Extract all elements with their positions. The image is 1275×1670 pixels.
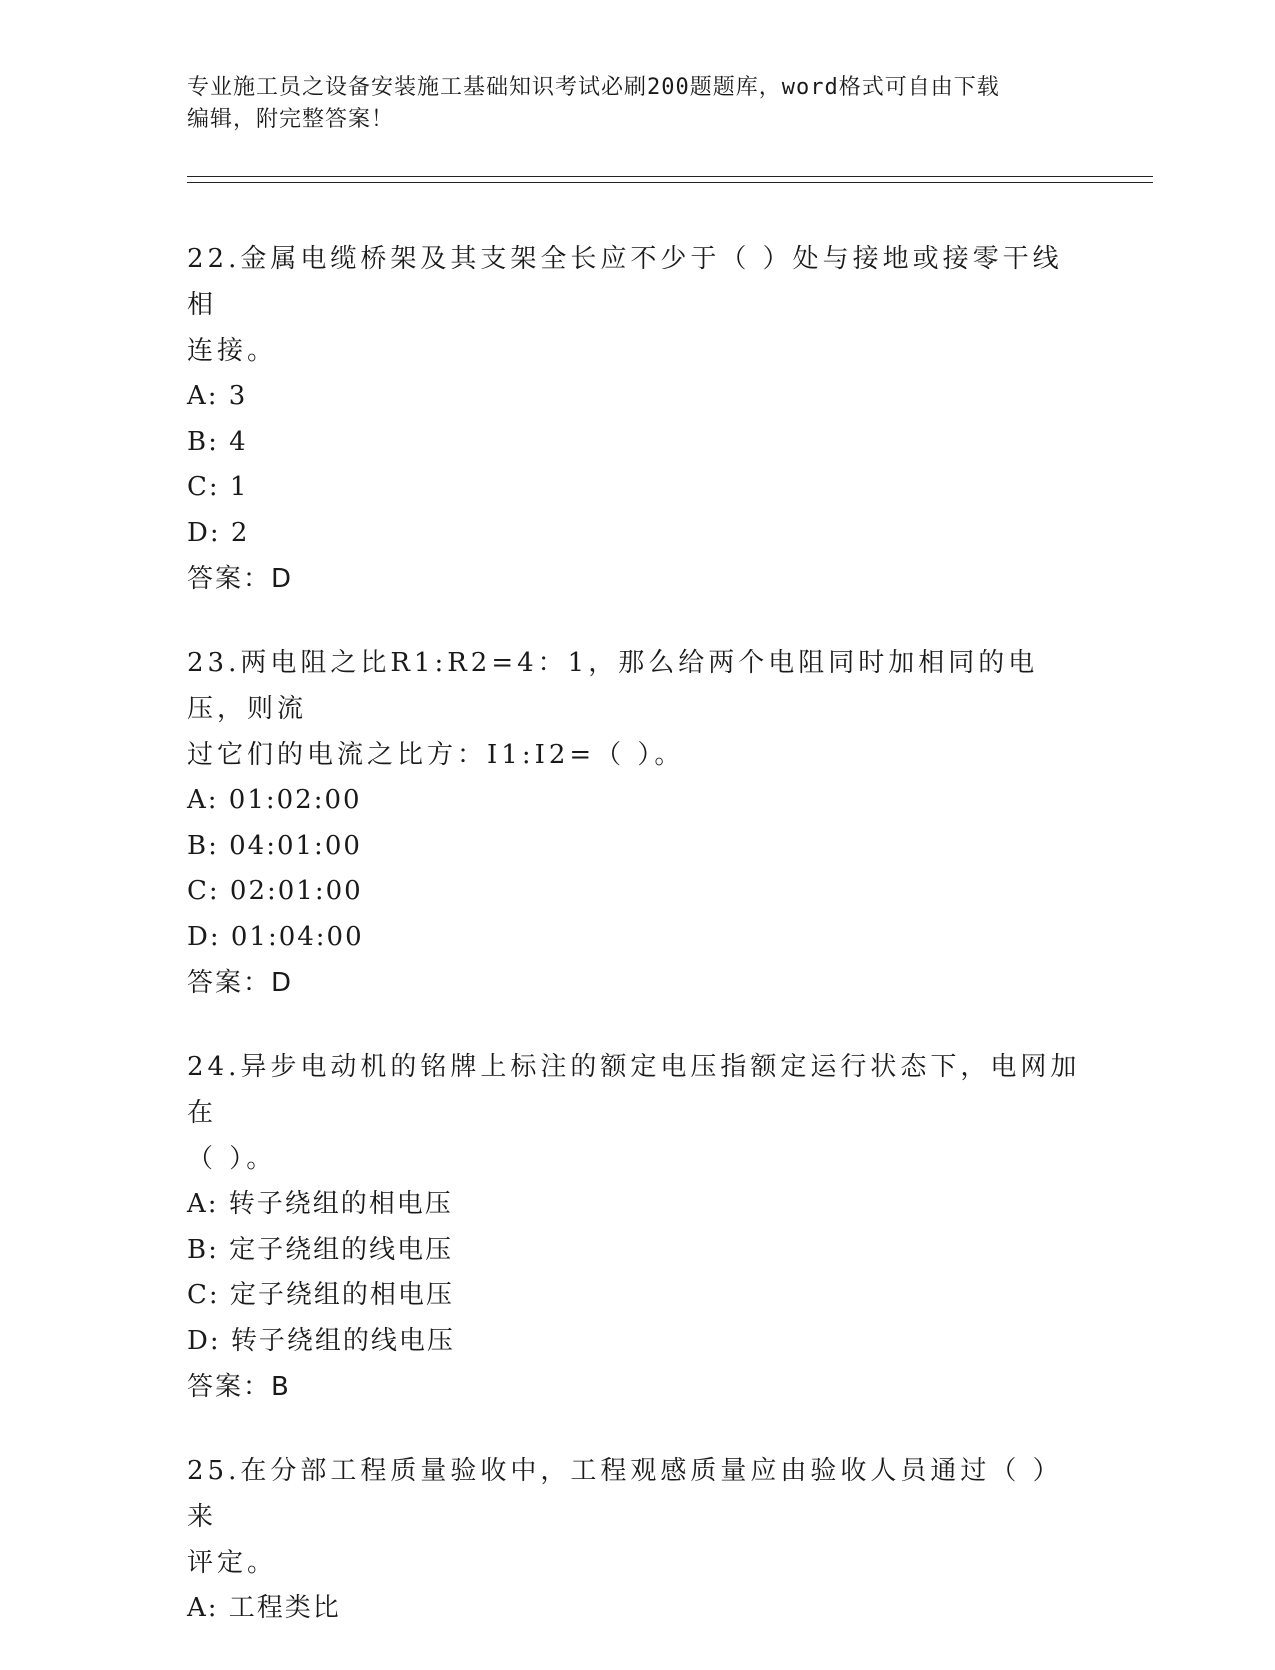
question-25 [187,1448,1087,1632]
option-a: A: 工程类比 [187,1593,341,1623]
option-a: A: 01:02:00 [187,785,362,815]
question-22 [187,236,1087,602]
option-a: A: 3 [187,381,248,411]
question-stem-line-1: 23.两电阻之比R1:R2=4：1，那么给两个电阻同时加相同的电压，则流 [187,648,1039,724]
question-list [187,236,1087,1670]
option-c: C: 1 [187,472,249,502]
header-divider-top [187,176,1153,177]
option-a: A: 转子绕组的相电压 [187,1189,453,1219]
document-header [187,72,1077,136]
option-d: D: 01:04:00 [187,921,364,952]
option-b: B: 04:01:00 [187,830,362,861]
question-stem-line-1: 25.在分部工程质量验收中，工程观感质量应由验收人员通过（ ）来 [187,1456,1063,1532]
option-d: D: 转子绕组的线电压 [187,1325,455,1356]
answer-line: 答案：B [187,1372,291,1402]
question-stem-line-1: 22.金属电缆桥架及其支架全长应不少于（ ）处与接地或接零干线相 [187,244,1063,320]
option-d: D: 2 [187,517,250,548]
header-title-line-1: 专业施工员之设备安装施工基础知识考试必刷200题题库，word格式可自由下载 [187,75,1000,100]
question-stem-line-1: 24.异步电动机的铭牌上标注的额定电压指额定运行状态下，电网加在 [187,1052,1081,1128]
option-b: B: 定子绕组的线电压 [187,1234,454,1265]
answer-line: 答案：D [187,968,294,998]
question-23 [187,640,1087,1006]
question-stem-line-2: 连接。 [187,336,278,366]
header-divider-bottom [187,182,1153,183]
option-b: B: 4 [187,426,248,457]
question-stem-line-2: 评定。 [187,1548,278,1578]
option-c: C: 定子绕组的相电压 [187,1280,454,1310]
question-stem-line-2: 过它们的电流之比方：I1:I2=（ ）。 [187,740,685,770]
option-c: C: 02:01:00 [187,876,363,906]
answer-line: 答案：D [187,564,294,594]
question-stem-line-2: （ ）。 [187,1144,277,1174]
header-title-line-2: 编辑，附完整答案！ [187,107,395,132]
question-24 [187,1044,1087,1410]
